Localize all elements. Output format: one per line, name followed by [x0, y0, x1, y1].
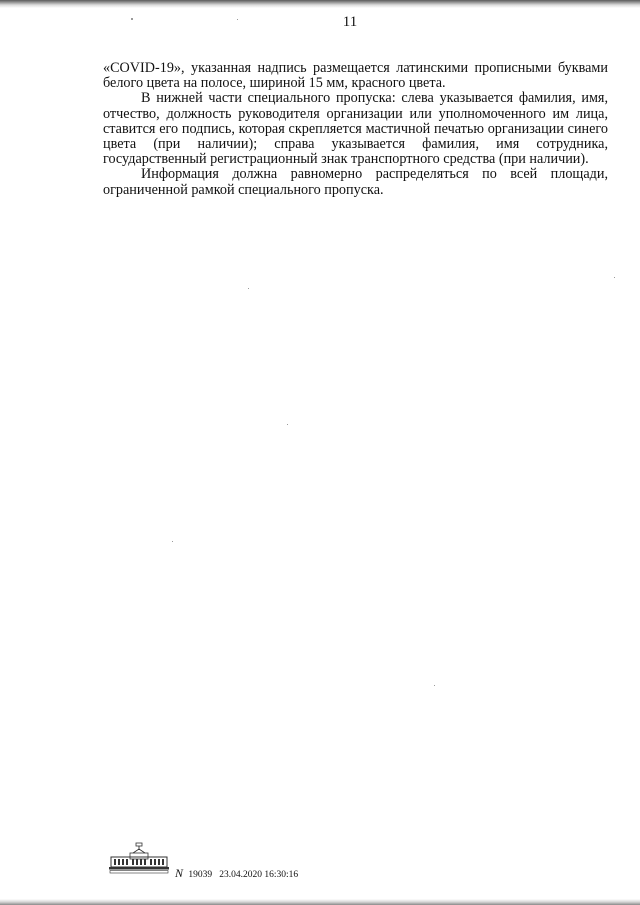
scan-speck	[131, 18, 133, 20]
scan-edge-bottom	[0, 899, 640, 905]
registration-datetime: 23.04.2020 16:30:16	[219, 870, 299, 880]
paragraph-pass-lower-part: В нижней части специального пропуска: слева указывается фамилия, имя, отчество, должность руководителя организации или уполномоченного им лица, ставится его подпись, которая скрепляется мастичной печатью организации синего цвета (при наличии); справа указывается фамилия, имя сотрудника, государственный регистрационный знак транспортного средства (при наличии).	[103, 90, 608, 168]
scan-speck	[614, 277, 615, 278]
paragraph-information-layout: Информация должна равномерно распределяться по всей площади, ограниченной рамкой специального пропуска.	[103, 166, 608, 198]
scan-speck	[172, 541, 173, 542]
paragraph-covid-label: «COVID-19», указанная надпись размещается латинскими прописными буквами белого цвета на полосе, шириной 15 мм, красного цвета.	[103, 60, 608, 92]
document-body	[103, 61, 608, 198]
government-building-logo-icon	[108, 842, 170, 874]
scan-speck	[287, 424, 288, 425]
scan-speck	[248, 288, 249, 289]
registration-stamp	[175, 866, 298, 881]
stamp-mark: N	[175, 866, 184, 880]
registration-number: 19039	[188, 870, 213, 880]
page-number: 11	[342, 14, 358, 30]
scan-speck	[434, 685, 435, 686]
scan-speck	[237, 19, 238, 20]
scan-edge-top	[0, 0, 640, 8]
